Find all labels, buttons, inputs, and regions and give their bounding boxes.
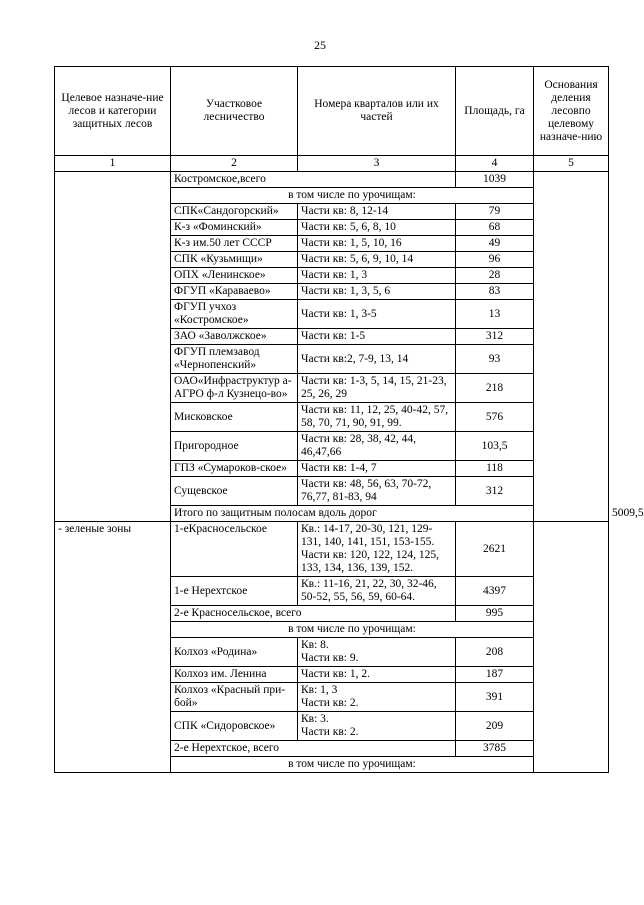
green-zones-category: - зеленые зоны <box>55 522 171 773</box>
area: 118 <box>456 461 534 477</box>
district-name: Сущевское <box>171 477 298 506</box>
district-name: СПК «Сидоровское» <box>171 712 298 741</box>
district-name: ФГУП учхоз «Костромское» <box>171 300 298 329</box>
area: 103,5 <box>456 432 534 461</box>
kostroma-total-label: Костромское,всего <box>171 172 456 188</box>
quarters <box>298 712 456 741</box>
col-num-1: 1 <box>55 156 171 172</box>
quarters-line: Кв: 3. <box>301 713 329 725</box>
header-quarters: Номера кварталов или их частей <box>298 67 456 156</box>
district-name: ГПЗ «Сумароков-ское» <box>171 461 298 477</box>
header-purpose: Целевое назначе-ние лесов и категории защитных лесов <box>55 67 171 156</box>
district-name: 1-еКрасносельское <box>171 522 298 577</box>
area: 312 <box>456 329 534 345</box>
area: 83 <box>456 284 534 300</box>
forest-purpose-table <box>54 66 644 773</box>
area: 96 <box>456 252 534 268</box>
quarters-line: Части кв: 9. <box>301 652 359 664</box>
col-num-5: 5 <box>534 156 609 172</box>
nereh2-total-label: 2-е Нерехтское, всего <box>171 741 456 757</box>
col-num-4: 4 <box>456 156 534 172</box>
district-name: ФГУП племзавод «Чернопенский» <box>171 345 298 374</box>
area: 2621 <box>456 522 534 577</box>
page-number: 25 <box>314 38 326 52</box>
krasn2-total-value: 995 <box>456 606 534 622</box>
col-num-2: 2 <box>171 156 298 172</box>
area: 187 <box>456 667 534 683</box>
quarters: Части кв: 1-5 <box>298 329 456 345</box>
district-name: СПК«Сандогорский» <box>171 204 298 220</box>
empty-basis-cell <box>534 522 609 773</box>
area: 93 <box>456 345 534 374</box>
quarters: Части кв:2, 7-9, 13, 14 <box>298 345 456 374</box>
quarters-line: Части кв: 2. <box>301 726 359 738</box>
nereh2-total-value: 3785 <box>456 741 534 757</box>
quarters: Кв.: 14-17, 20-30, 121, 129-131, 140, 141, 151, 153-155. Части кв: 120, 122, 124, 125, 133, 134, 136, 139, 152. <box>298 522 456 577</box>
quarters: Части кв: 1-3, 5, 14, 15, 21-23, 25, 26, 29 <box>298 374 456 403</box>
quarters: Части кв: 8, 12-14 <box>298 204 456 220</box>
area: 13 <box>456 300 534 329</box>
empty-basis-cell <box>534 172 609 522</box>
krasn2-total-label: 2-е Красносельское, всего <box>171 606 456 622</box>
quarters: Части кв: 1, 3, 5, 6 <box>298 284 456 300</box>
quarters: Части кв: 48, 56, 63, 70-72, 76,77, 81-83, 94 <box>298 477 456 506</box>
district-name: Колхоз «Красный при-бой» <box>171 683 298 712</box>
area: 312 <box>456 477 534 506</box>
area: 28 <box>456 268 534 284</box>
area: 209 <box>456 712 534 741</box>
district-name: Мисковское <box>171 403 298 432</box>
district-name: СПК «Кузьмищи» <box>171 252 298 268</box>
table-row <box>55 172 609 188</box>
area: 49 <box>456 236 534 252</box>
table-header-row <box>55 67 609 156</box>
quarters <box>298 683 456 712</box>
quarters <box>298 667 456 683</box>
district-name: ОПХ «Ленинское» <box>171 268 298 284</box>
nereh2-by-tract: в том числе по урочищам: <box>171 757 534 773</box>
district-name: 1-е Нерехтское <box>171 577 298 606</box>
quarters-line: Кв: 1, 3 <box>301 684 338 696</box>
area: 391 <box>456 683 534 712</box>
area: 218 <box>456 374 534 403</box>
roads-total-label: Итого по защитным полосам вдоль дорог <box>171 506 534 522</box>
kostroma-by-tract: в том числе по урочищам: <box>171 188 534 204</box>
area: 576 <box>456 403 534 432</box>
district-name: К-з им.50 лет СССР <box>171 236 298 252</box>
quarters: Части кв: 1-4, 7 <box>298 461 456 477</box>
header-area: Площадь, га <box>456 67 534 156</box>
roads-total-row: Итого по защитным полосам вдоль дорог 5009,5 <box>55 506 609 522</box>
quarters: Части кв: 1, 3 <box>298 268 456 284</box>
quarters: Части кв: 11, 12, 25, 40-42, 57, 58, 70, 71, 90, 91, 99. <box>298 403 456 432</box>
col-num-3: 3 <box>298 156 456 172</box>
quarters: Части кв: 5, 6, 8, 10 <box>298 220 456 236</box>
quarters: Части кв: 1, 5, 10, 16 <box>298 236 456 252</box>
quarters <box>298 638 456 667</box>
district-name: Пригородное <box>171 432 298 461</box>
krasn2-by-tract: в том числе по урочищам: <box>171 622 534 638</box>
quarters: Кв.: 11-16, 21, 22, 30, 32-46, 50-52, 55, 56, 59, 60-64. <box>298 577 456 606</box>
district-name: Колхоз им. Ленина <box>171 667 298 683</box>
header-basis: Основания деления лесовпо целевому назначе-нию <box>534 67 609 156</box>
district-name: ФГУП «Караваево» <box>171 284 298 300</box>
district-name: ЗАО «Заволжское» <box>171 329 298 345</box>
empty-category-cell <box>55 172 171 522</box>
area: 68 <box>456 220 534 236</box>
quarters: Части кв: 1, 3-5 <box>298 300 456 329</box>
area: 79 <box>456 204 534 220</box>
quarters: Части кв: 28, 38, 42, 44, 46,47,66 <box>298 432 456 461</box>
table-row <box>55 522 609 577</box>
kostroma-total-value: 1039 <box>456 172 534 188</box>
area: 208 <box>456 638 534 667</box>
district-name: К-з «Фоминский» <box>171 220 298 236</box>
area: 4397 <box>456 577 534 606</box>
district-name: Колхоз «Родина» <box>171 638 298 667</box>
quarters-line: Части кв: 1, 2. <box>301 668 370 680</box>
header-district: Участковое лесничество <box>171 67 298 156</box>
quarters-line: Части кв: 2. <box>301 697 359 709</box>
district-name: ОАО«Инфраструктур а-АГРО ф-л Кузнецо-во» <box>171 374 298 403</box>
quarters-line: Кв: 8. <box>301 639 329 651</box>
column-number-row <box>55 156 609 172</box>
quarters: Части кв: 5, 6, 9, 10, 14 <box>298 252 456 268</box>
